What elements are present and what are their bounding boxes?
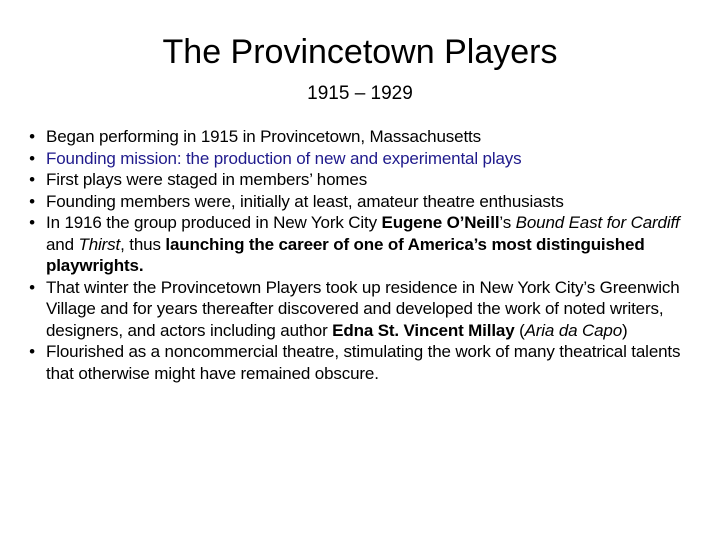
bullet-item-6	[29, 277, 696, 342]
emphasis-text: launching the career of one of America’s most distinguished playwrights.	[46, 234, 645, 275]
bullet-dot-icon: •	[29, 191, 35, 211]
playwright-name: Eugene O’Neill	[381, 213, 500, 232]
bullet-text: First plays were staged in members’ homes	[46, 170, 368, 189]
bullet-text: )	[622, 320, 628, 340]
slide-title: The Provincetown Players	[162, 33, 558, 71]
bullet-text: Began performing in 1915 in Provincetown, Massachusetts	[46, 127, 481, 146]
bullet-dot-icon: •	[29, 277, 35, 297]
bullet-dot-icon: •	[29, 148, 35, 168]
slide-subtitle: 1915 – 1929	[307, 83, 413, 104]
bullet-dot-icon: •	[29, 213, 35, 232]
bullet-text: (	[514, 320, 525, 340]
bullet-item-7	[29, 341, 696, 384]
bullet-text: and	[46, 234, 79, 254]
bullet-text: , thus	[120, 234, 166, 254]
bullet-text: In 1916 the group produced in New York City	[46, 213, 382, 232]
bullet-dot-icon: •	[29, 127, 35, 146]
bullet-item-3	[29, 169, 696, 191]
bullet-text: That winter the Provincetown Players took up residence in New York City’s Greenwich Village and for years thereafter discovered and developed the work of noted writers, designers, and actors including author	[46, 277, 680, 340]
bullet-dot-icon: •	[29, 342, 35, 361]
play-title: Aria da Capo	[524, 320, 623, 340]
bullet-text: Founding members were, initially at least, amateur theatre enthusiasts	[46, 191, 564, 211]
author-name: Edna St. Vincent Millay	[332, 320, 515, 340]
bullet-dot-icon: •	[29, 170, 35, 189]
play-title: Thirst	[78, 234, 121, 254]
play-title: Bound East for Cardiff	[515, 213, 680, 232]
bullet-text: ’s	[499, 213, 516, 232]
bullet-text: Flourished as a noncommercial theatre, stimulating the work of many theatrical talents that otherwise might have remained obscure.	[46, 342, 681, 383]
bullet-list	[29, 126, 696, 384]
bullet-text-highlighted: Founding mission: the production of new and experimental plays	[46, 148, 522, 168]
bullet-item-4	[29, 191, 696, 213]
bullet-item-1	[29, 126, 696, 148]
bullet-item-5	[29, 212, 696, 277]
bullet-item-2	[29, 148, 696, 170]
